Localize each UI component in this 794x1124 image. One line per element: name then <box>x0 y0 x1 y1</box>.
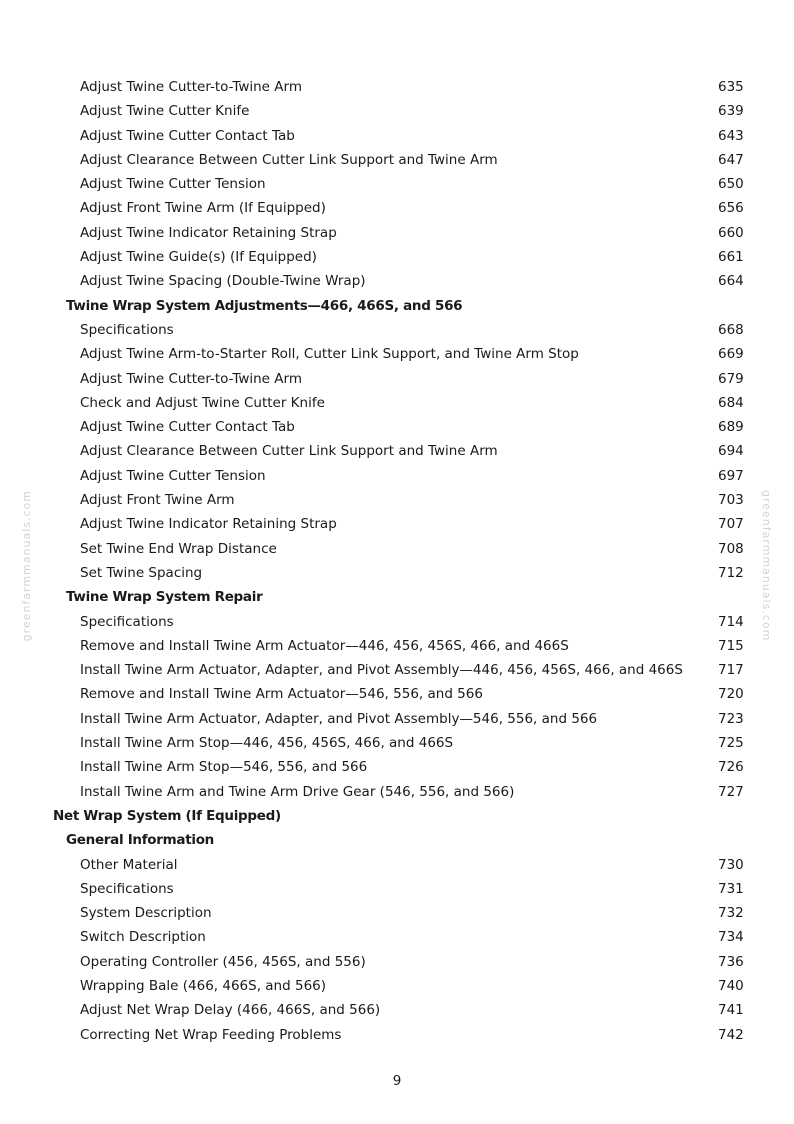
toc-entry-title: Adjust Twine Guide(s) (If Equipped) <box>80 249 317 266</box>
toc-entry[interactable] <box>0 269 794 293</box>
toc-entry[interactable] <box>0 99 794 123</box>
toc-entry-page: 635 <box>718 79 744 95</box>
toc-entry-title: Install Twine Arm Actuator, Adapter, and Pivot Assembly—446, 456, 456S, 466, and 466S <box>80 662 683 679</box>
toc-entry-title: Adjust Clearance Between Cutter Link Support and Twine Arm <box>80 443 498 460</box>
toc-entry-title: Install Twine Arm and Twine Arm Drive Gear (546, 556, and 566) <box>80 783 515 800</box>
toc-entry-title: Operating Controller (456, 456S, and 556) <box>80 953 366 970</box>
toc-entry-title: Set Twine Spacing <box>80 564 203 581</box>
toc-entry-page: 736 <box>718 953 744 970</box>
toc-entry-title: General Information <box>66 832 214 849</box>
toc-entry[interactable] <box>0 901 794 925</box>
toc-entry-page: 725 <box>718 735 744 752</box>
toc-entry[interactable] <box>0 391 794 415</box>
toc-entry-page: 734 <box>718 929 744 946</box>
toc-entry[interactable] <box>0 634 794 658</box>
toc-entry-page: 689 <box>718 419 744 436</box>
toc-entry[interactable] <box>0 512 794 536</box>
toc-entry[interactable] <box>0 877 794 901</box>
toc-entry-title: Adjust Twine Cutter Contact Tab <box>80 419 295 436</box>
toc-entry-page: 703 <box>718 492 744 509</box>
toc-entry-page: 650 <box>718 176 744 193</box>
toc-entry-page: 723 <box>718 710 744 727</box>
toc-entry-page: 643 <box>718 127 744 144</box>
toc-entry-title: Set Twine End Wrap Distance <box>80 540 277 557</box>
toc-entry-page: 741 <box>718 1002 744 1019</box>
toc-entry-page: 660 <box>718 224 744 241</box>
toc-entry-title: Adjust Net Wrap Delay (466, 466S, and 566) <box>80 1002 381 1019</box>
toc-entry[interactable] <box>0 610 794 634</box>
watermark-right: greenfarmmanuals.com <box>760 490 773 642</box>
toc-entry-page: 727 <box>718 783 744 800</box>
toc-entry-title: Adjust Twine Indicator Retaining Strap <box>80 224 337 241</box>
toc-entry[interactable] <box>0 342 794 366</box>
toc-entry-page: 715 <box>718 637 744 654</box>
toc-entry-title: Wrapping Bale (466, 466S, and 566) <box>80 977 327 994</box>
toc-entry[interactable] <box>0 196 794 220</box>
toc-entry[interactable] <box>0 950 794 974</box>
table-of-contents <box>0 75 794 1047</box>
toc-entry-page: 732 <box>718 905 744 922</box>
toc-entry-page: 656 <box>718 200 744 217</box>
toc-entry-title: Specifications <box>80 880 174 897</box>
watermark-left: greenfarmmanuals.com <box>20 490 33 642</box>
toc-entry-page: 661 <box>718 249 744 266</box>
toc-entry-page: 647 <box>718 151 744 168</box>
toc-entry-page: 712 <box>718 564 744 581</box>
toc-entry[interactable] <box>0 780 794 804</box>
toc-entry[interactable] <box>0 439 794 463</box>
toc-entry-title: Net Wrap System (If Equipped) <box>53 807 281 824</box>
toc-entry[interactable] <box>0 415 794 439</box>
toc-entry[interactable] <box>0 318 794 342</box>
toc-entry-title: Specifications <box>80 321 174 338</box>
toc-entry-title: Adjust Twine Spacing (Double-Twine Wrap) <box>80 273 366 290</box>
toc-entry-page: 708 <box>718 540 744 557</box>
toc-heading[interactable] <box>0 585 794 609</box>
toc-heading[interactable] <box>0 294 794 318</box>
toc-entry-title: Remove and Install Twine Arm Actuator—546, 556, and 566 <box>80 686 483 703</box>
toc-entry-title: Adjust Twine Cutter Tension <box>80 467 266 484</box>
toc-entry-page: 730 <box>718 856 744 873</box>
page-number: 9 <box>392 1073 402 1089</box>
toc-entry-page: 726 <box>718 759 744 776</box>
toc-entry[interactable] <box>0 488 794 512</box>
toc-heading[interactable] <box>0 828 794 852</box>
toc-entry-title: Adjust Twine Cutter-to-Twine Arm <box>80 79 302 95</box>
toc-entry-title: Correcting Net Wrap Feeding Problems <box>80 1026 342 1043</box>
toc-entry-title: Adjust Twine Arm-to-Starter Roll, Cutter Link Support, and Twine Arm Stop <box>80 346 579 363</box>
toc-entry-page: 731 <box>718 880 744 897</box>
toc-entry-page: 717 <box>718 662 744 679</box>
toc-entry-title: Adjust Twine Cutter Contact Tab <box>80 127 295 144</box>
toc-entry-title: Install Twine Arm Actuator, Adapter, and Pivot Assembly—546, 556, and 566 <box>80 710 598 727</box>
toc-entry[interactable] <box>0 853 794 877</box>
toc-entry[interactable] <box>0 998 794 1022</box>
toc-entry-title: Adjust Front Twine Arm <box>80 492 235 509</box>
toc-entry[interactable] <box>0 148 794 172</box>
toc-entry-title: System Description <box>80 905 212 922</box>
toc-entry-title: Adjust Twine Cutter Tension <box>80 176 266 193</box>
toc-entry[interactable] <box>0 221 794 245</box>
toc-entry-title: Check and Adjust Twine Cutter Knife <box>80 394 325 411</box>
toc-entry-page: 668 <box>718 321 744 338</box>
toc-entry[interactable] <box>0 464 794 488</box>
toc-entry[interactable] <box>0 1023 794 1047</box>
toc-entry-page: 697 <box>718 467 744 484</box>
toc-entry[interactable] <box>0 561 794 585</box>
toc-entry-title: Adjust Twine Indicator Retaining Strap <box>80 516 337 533</box>
toc-entry[interactable] <box>0 75 794 99</box>
toc-entry[interactable] <box>0 755 794 779</box>
toc-entry-page: 707 <box>718 516 744 533</box>
toc-entry-title: Install Twine Arm Stop—446, 456, 456S, 466, and 466S <box>80 735 454 752</box>
toc-entry-title: Twine Wrap System Repair <box>66 589 263 606</box>
toc-entry-title: Adjust Twine Cutter Knife <box>80 103 250 120</box>
toc-entry-page: 740 <box>718 977 744 994</box>
toc-entry-page: 679 <box>718 370 744 387</box>
toc-entry-page: 669 <box>718 346 744 363</box>
toc-entry[interactable] <box>0 172 794 196</box>
toc-entry[interactable] <box>0 731 794 755</box>
toc-entry[interactable] <box>0 367 794 391</box>
toc-entry-title: Install Twine Arm Stop—546, 556, and 566 <box>80 759 368 776</box>
toc-entry-page: 714 <box>718 613 744 630</box>
toc-entry-page: 742 <box>718 1026 744 1043</box>
toc-entry[interactable] <box>0 707 794 731</box>
toc-entry-title: Remove and Install Twine Arm Actuator—446, 456, 456S, 466, and 466S <box>80 637 569 654</box>
toc-entry-page: 720 <box>718 686 744 703</box>
toc-entry-page: 664 <box>718 273 744 290</box>
toc-entry-title: Other Material <box>80 856 178 873</box>
toc-entry-title: Adjust Twine Cutter-to-Twine Arm <box>80 370 302 387</box>
toc-entry-title: Adjust Front Twine Arm (If Equipped) <box>80 200 326 217</box>
toc-entry[interactable] <box>0 537 794 561</box>
toc-heading[interactable] <box>0 804 794 828</box>
toc-entry[interactable] <box>0 974 794 998</box>
toc-entry-title: Twine Wrap System Adjustments—466, 466S, and 566 <box>66 297 463 314</box>
toc-entry[interactable] <box>0 925 794 949</box>
toc-entry-page: 684 <box>718 394 744 411</box>
toc-entry[interactable] <box>0 658 794 682</box>
toc-entry-title: Switch Description <box>80 929 206 946</box>
toc-entry-title: Adjust Clearance Between Cutter Link Support and Twine Arm <box>80 151 498 168</box>
toc-entry-page: 694 <box>718 443 744 460</box>
toc-entry[interactable] <box>0 124 794 148</box>
toc-entry-title: Specifications <box>80 613 174 630</box>
toc-entry-page: 639 <box>718 103 744 120</box>
toc-entry[interactable] <box>0 245 794 269</box>
toc-entry[interactable] <box>0 682 794 706</box>
